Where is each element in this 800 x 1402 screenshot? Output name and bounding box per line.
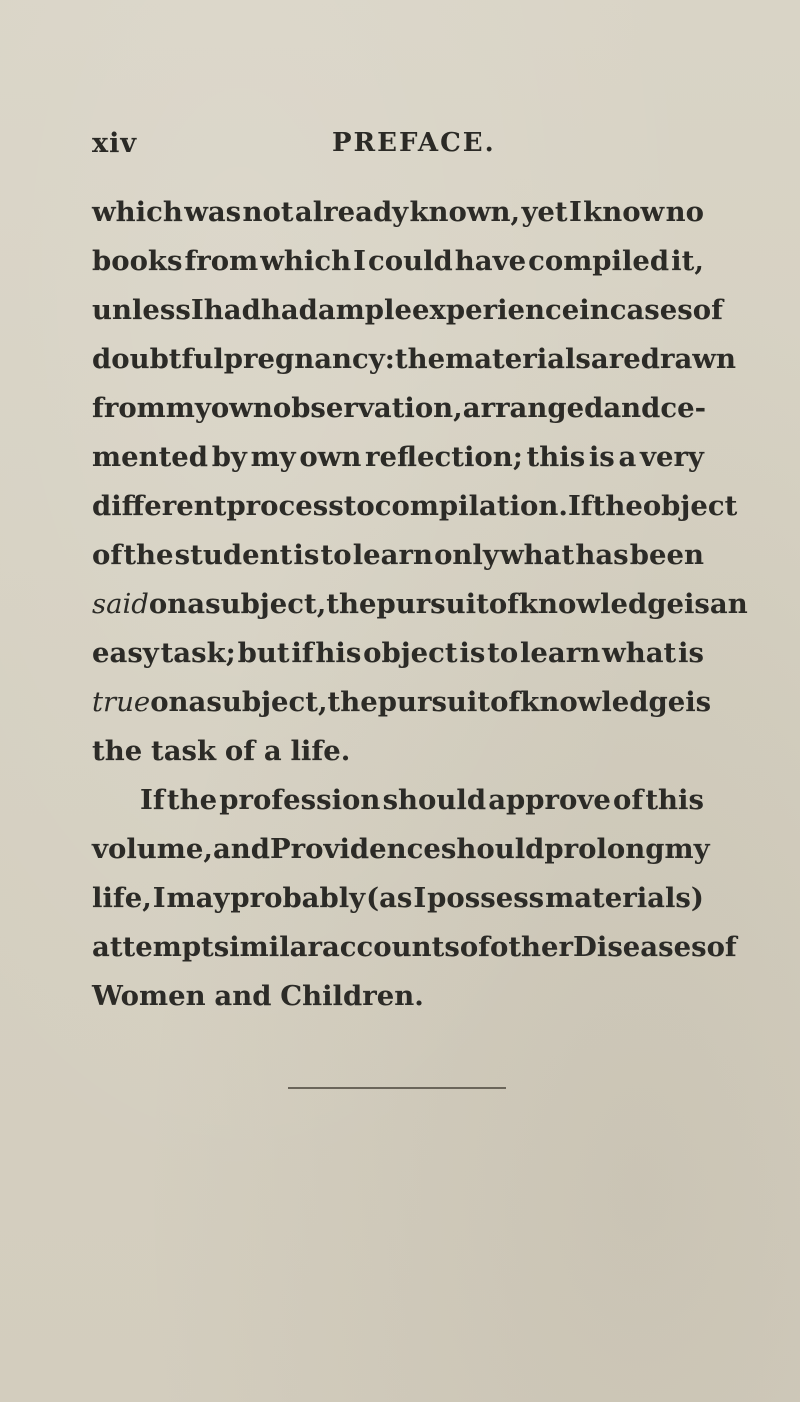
- word: (as: [366, 882, 413, 914]
- word: student: [174, 539, 293, 571]
- word: subject,: [206, 686, 328, 718]
- text-line: [92, 972, 704, 1021]
- word: Children.: [280, 980, 424, 1012]
- word: of: [459, 931, 490, 963]
- word: yet: [521, 196, 568, 228]
- word: which: [92, 196, 183, 228]
- word: attempt: [92, 931, 214, 963]
- word: of: [488, 588, 519, 620]
- word: compiled: [528, 245, 670, 277]
- word: could: [368, 245, 453, 277]
- word: knowledge: [519, 588, 684, 620]
- word: approve: [488, 784, 611, 816]
- word: the: [592, 490, 643, 522]
- word: this: [645, 784, 704, 816]
- word: observation,: [272, 392, 463, 424]
- word: to: [487, 637, 519, 669]
- word: learn: [352, 539, 433, 571]
- text-line: [92, 923, 737, 972]
- word: known,: [409, 196, 521, 228]
- word: If: [140, 784, 165, 816]
- word: had: [260, 294, 318, 326]
- page-number: xiv: [92, 128, 138, 159]
- word: is: [685, 686, 712, 718]
- word: life.: [290, 735, 351, 767]
- word: materials): [545, 882, 704, 914]
- text-line: [92, 776, 704, 825]
- text-line: [92, 433, 704, 482]
- word: is: [459, 637, 486, 669]
- word: prolong: [544, 833, 665, 865]
- word: of: [224, 735, 256, 767]
- word: this: [526, 441, 586, 473]
- word: on: [148, 588, 188, 620]
- word: may: [166, 882, 230, 914]
- text-line: [92, 727, 704, 776]
- word: only: [434, 539, 499, 571]
- word: the: [327, 686, 378, 718]
- word: his: [315, 637, 362, 669]
- word: said: [92, 588, 149, 620]
- word: experience: [411, 294, 580, 326]
- word: to: [320, 539, 352, 571]
- word: have: [454, 245, 527, 277]
- word: to: [343, 490, 375, 522]
- word: drawn: [640, 343, 736, 375]
- word: profession: [219, 784, 381, 816]
- text-line: [92, 237, 704, 286]
- word: of: [92, 539, 123, 571]
- word: own: [299, 441, 362, 473]
- word: task;: [160, 637, 236, 669]
- word: and: [214, 980, 272, 1012]
- text-line: [92, 188, 704, 237]
- word: ample: [317, 294, 412, 326]
- word: is: [588, 441, 615, 473]
- word: of: [706, 931, 737, 963]
- text-line: [92, 384, 707, 433]
- word: cases: [609, 294, 693, 326]
- word: the: [92, 735, 143, 767]
- text-line: [92, 580, 748, 629]
- word: mented: [92, 441, 209, 473]
- word: Women: [92, 980, 206, 1012]
- word: a: [188, 686, 207, 718]
- word: pursuit: [376, 588, 489, 620]
- word: from: [184, 245, 259, 277]
- word: a: [618, 441, 637, 473]
- section-rule: [288, 1087, 506, 1089]
- word: by: [211, 441, 247, 473]
- word: doubtful: [92, 343, 224, 375]
- word: I: [568, 196, 582, 228]
- word: the: [394, 343, 446, 375]
- word: I: [413, 882, 427, 914]
- word: pregnancy:: [223, 343, 395, 375]
- word: should: [440, 833, 545, 865]
- word: of: [613, 784, 644, 816]
- word: If: [567, 490, 593, 522]
- word: already: [294, 196, 409, 228]
- word: what: [499, 539, 575, 571]
- word: of: [692, 294, 723, 326]
- word: a: [187, 588, 206, 620]
- word: life,: [92, 882, 152, 914]
- text-line: [92, 874, 704, 923]
- word: is: [678, 637, 704, 669]
- word: had: [203, 294, 261, 326]
- word: are: [590, 343, 641, 375]
- word: ce-: [660, 392, 707, 424]
- word: reflection;: [365, 441, 523, 473]
- word: compilation.: [374, 490, 568, 522]
- word: been: [629, 539, 704, 571]
- word: very: [639, 441, 704, 473]
- word: Providence: [269, 833, 441, 865]
- word: which: [260, 245, 352, 277]
- word: is: [293, 539, 320, 571]
- word: unless: [92, 294, 191, 326]
- word: task: [151, 735, 217, 767]
- running-head: [92, 128, 712, 168]
- word: subject,: [205, 588, 327, 620]
- word: true: [92, 686, 151, 718]
- text-line: [92, 629, 704, 678]
- word: pursuit: [377, 686, 491, 718]
- word: is: [683, 588, 710, 620]
- text-line: [92, 678, 712, 727]
- text-line: [92, 286, 723, 335]
- word: books: [92, 245, 183, 277]
- word: similar: [213, 931, 322, 963]
- word: probably: [230, 882, 366, 914]
- word: it,: [671, 245, 704, 277]
- page-title: PREFACE.: [332, 128, 496, 158]
- word: process: [226, 490, 344, 522]
- word: the: [326, 588, 377, 620]
- word: object: [363, 637, 458, 669]
- word: own: [210, 392, 273, 424]
- word: arranged: [462, 392, 604, 424]
- word: no: [665, 196, 704, 228]
- text-line: [92, 335, 736, 384]
- word: but: [237, 637, 290, 669]
- text-line: [92, 825, 710, 874]
- word: and: [603, 392, 661, 424]
- word: other: [490, 931, 574, 963]
- word: my: [664, 833, 710, 865]
- word: in: [579, 294, 610, 326]
- text-line: [92, 531, 704, 580]
- word: I: [152, 882, 166, 914]
- preface-text: [92, 188, 748, 1021]
- word: the: [166, 784, 218, 816]
- word: an: [709, 588, 748, 620]
- word: of: [490, 686, 521, 718]
- word: volume,: [92, 833, 213, 865]
- word: my: [250, 441, 296, 473]
- word: materials: [445, 343, 591, 375]
- word: was: [184, 196, 242, 228]
- word: has: [575, 539, 629, 571]
- word: know: [583, 196, 665, 228]
- word: learn: [519, 637, 601, 669]
- word: should: [382, 784, 487, 816]
- word: my: [165, 392, 211, 424]
- word: I: [190, 294, 204, 326]
- word: different: [92, 490, 227, 522]
- word: what: [602, 637, 677, 669]
- word: the: [123, 539, 174, 571]
- word: I: [353, 245, 366, 277]
- word: object: [642, 490, 738, 522]
- word: knowledge: [520, 686, 686, 718]
- word: from: [92, 392, 166, 424]
- word: Diseases: [573, 931, 707, 963]
- word: easy: [92, 637, 159, 669]
- word: possess: [427, 882, 545, 914]
- text-line: [92, 482, 738, 531]
- word: a: [263, 735, 282, 767]
- word: if: [291, 637, 314, 669]
- word: accounts: [321, 931, 460, 963]
- word: not: [242, 196, 294, 228]
- word: on: [150, 686, 189, 718]
- word: and: [212, 833, 270, 865]
